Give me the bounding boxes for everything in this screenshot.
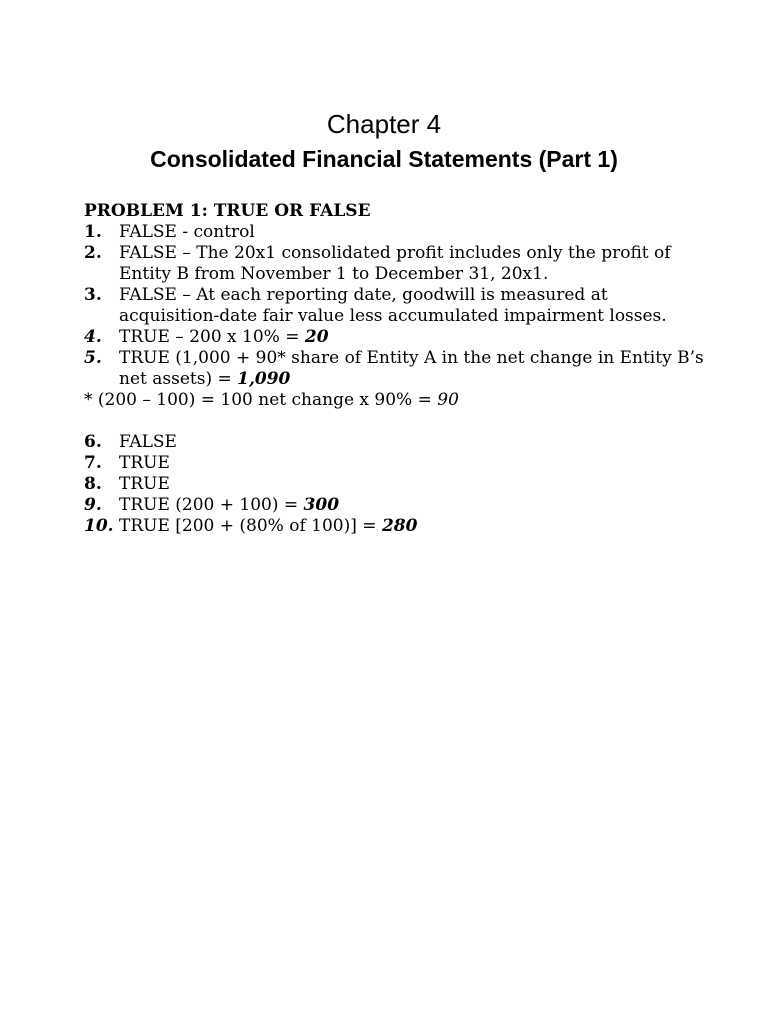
chapter-title: Chapter 4	[326, 109, 442, 139]
list-item	[84, 432, 704, 453]
list-item	[84, 474, 704, 495]
list-item	[84, 285, 704, 327]
list-item	[84, 516, 704, 537]
footnote	[84, 390, 704, 411]
list-item	[84, 243, 704, 285]
list-item	[84, 453, 704, 474]
spacer	[84, 411, 704, 432]
item-number: 6.	[84, 432, 102, 452]
item-number: 1.	[84, 222, 102, 242]
item-answer: 280	[381, 516, 418, 536]
item-number: 10.	[84, 516, 114, 536]
item-text: TRUE (1,000 + 90* share of Entity A in the net change in Entity B’s net assets) = 1,090	[119, 348, 704, 389]
answer-content	[84, 201, 704, 537]
item-text: TRUE (200 + 100) = 300	[119, 495, 340, 515]
item-number: 9.	[84, 495, 102, 515]
item-text: TRUE	[119, 474, 170, 494]
item-number: 2.	[84, 243, 102, 263]
item-text: TRUE	[119, 453, 170, 473]
list-item	[84, 222, 704, 243]
item-text: FALSE - control	[119, 222, 255, 242]
item-text: TRUE [200 + (80% of 100)] = 280	[119, 516, 418, 536]
item-number: 5.	[84, 348, 102, 368]
item-number: 8.	[84, 474, 102, 494]
problem-heading: PROBLEM 1: TRUE OR FALSE	[84, 201, 371, 221]
item-number: 4.	[84, 327, 102, 347]
item-number: 3.	[84, 285, 102, 305]
item-text: FALSE – The 20x1 consolidated profit includes only the profit of Entity B from November 1 to December 31, 20x1.	[119, 243, 671, 284]
item-number: 7.	[84, 453, 102, 473]
list-item	[84, 327, 704, 348]
item-answer: 20	[304, 327, 329, 347]
footnote-text: * (200 – 100) = 100 net change x 90% =	[84, 390, 438, 410]
item-text: FALSE	[119, 432, 177, 452]
list-item	[84, 495, 704, 516]
item-text: FALSE – At each reporting date, goodwill is measured at acquisition-date fair value less accumulated impairment losses.	[119, 285, 667, 326]
item-answer: 300	[303, 495, 340, 515]
list-item	[84, 348, 704, 390]
item-answer: 1,090	[237, 369, 291, 389]
item-text: TRUE – 200 x 10% = 20	[119, 327, 329, 347]
footnote-value: 90	[437, 390, 459, 410]
chapter-subtitle: Consolidated Financial Statements (Part 1)	[150, 146, 618, 172]
